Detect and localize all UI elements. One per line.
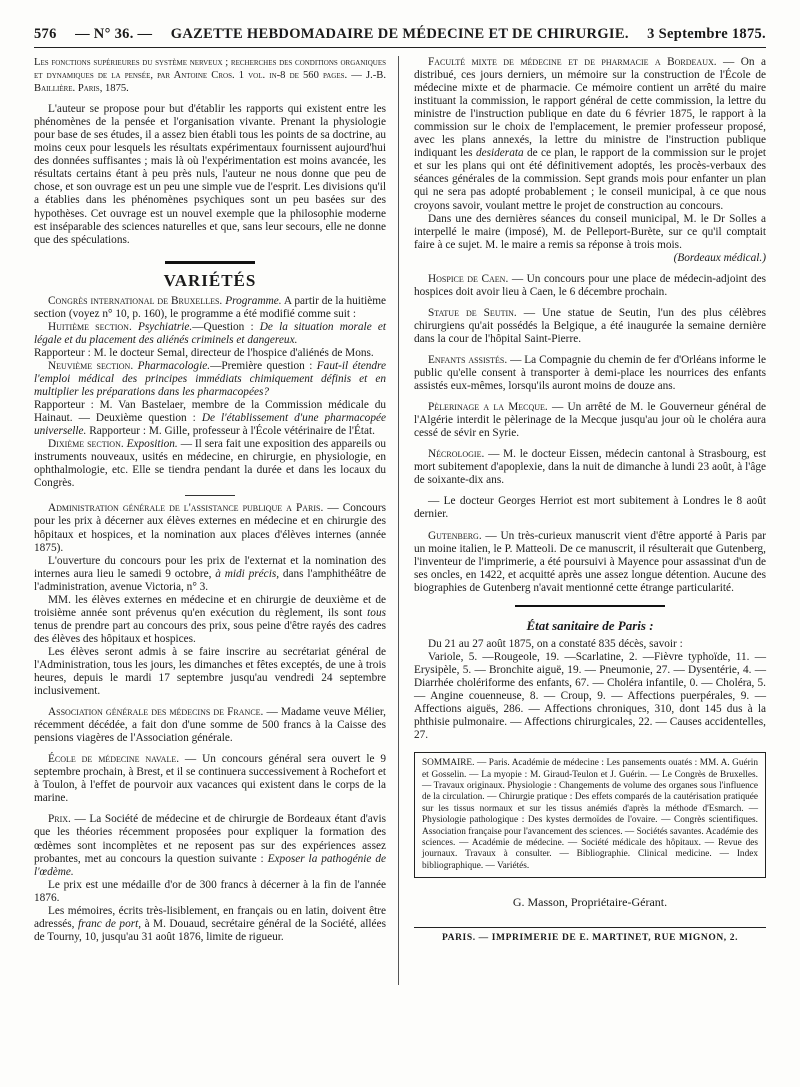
section-8: Huitième section. Psychiatrie.—Question : De la situation morale et légale et du placement des aliénés criminels et dangereux. <box>34 320 387 346</box>
section-8-rapporteur: Rapporteur : M. le docteur Semal, directeur de l'hospice d'aliénés de Mons. <box>34 346 374 359</box>
section-9: Neuvième section. Pharmacologie.—Première question : Faut-il étendre l'emploi médical des principes immédiats chimiquement définis et en multiplier les préparations dans les pharmacopées? <box>34 359 387 399</box>
signature: G. Masson, Propriétaire-Gérant. <box>512 895 668 910</box>
issue-date: 3 Septembre 1875. <box>647 26 766 42</box>
etat-sanitaire-heading: État sanitaire de Paris : <box>526 617 654 633</box>
admin-paragraph-3: MM. les élèves externes en médecine et en chirurgie de deuxième et de troisième année sont prévenus qu'en exécution du règlement, ils sont tous tenus de prendre part au concours des prix, sous peine d'être rayés des cadres des élèves des hôpitaux et hospices. <box>34 593 387 645</box>
admin-paragraph-2: L'ouverture du concours pour les prix de l'externat et la nomination des internes aura lieu le samedi 9 octobre, à midi précis, dans l'amphithéâtre de l'administration, avenue Victoria, n° 3. <box>34 554 386 593</box>
navale-notice: École de médecine navale. — Un concours général sera ouvert le 9 septembre prochain, à Brest, et il se continuera successivement à Rochefort et à Toulon, à l'effet de pourvoir aux vacances qui existent dans le corps de la marine. <box>34 753 386 805</box>
etat-intro: Du 21 au 27 août 1875, on a constaté 835 décès, savoir : <box>428 637 683 650</box>
mecque-notice: Pèlerinage a la Mecque. — Un arrêté de M. le Gouverneur général de l'Algérie interdit le pèlerinage de la Mecque jusqu'au jour où le choléra aura cessé de sévir en Syrie. <box>414 401 766 440</box>
section-10: Dixième section. Exposition. — Il sera fait une exposition des appareils ou instruments nouveaux, usités en médecine, en chirurgie, en physiologie, en ophthalmologie, etc. Elle se tiendra pendant la durée et dans les locaux du Congrès. <box>34 438 387 490</box>
gutenberg-notice: Gutenberg. — Un très-curieux manuscrit vient d'être apporté à Paris par un moine italien, le P. Matteoli. De ce manuscrit, il résulterait que Gutenberg, l'inventeur de l'imprimerie, a été poursuivi à Mayence pour assassinat d'un de ses oncles, en 1422, et acquitté après une assez longue détention. Aucune des biographies de Gutenberg n'avait mentionné cette étrange particularité. <box>414 529 766 594</box>
herriot-notice: — Le docteur Georges Herriot est mort subitement à Londres le 8 août dernier. <box>414 495 766 521</box>
prix-notice: Prix. — La Société de médecine et de chirurgie de Bordeaux étant d'avis que les théories récemment proposées pour expliquer la formation des œdèmes sont incomplètes et ne reposent pas sur des expériences assez probantes, met au concours la question suivante : Exposer la pathogénie de l'œdème. <box>34 813 387 878</box>
right-column <box>414 56 766 945</box>
congres-intro: Congrès international de Bruxelles. Programme. A partir de la huitième section (voyez n° 10, p. 160), le programme a été modifié comme suit : <box>34 294 387 320</box>
section-rule-2 <box>515 605 665 607</box>
journal-title: GAZETTE HEBDOMADAIRE DE MÉDECINE ET DE CHIRURGIE. <box>170 26 629 42</box>
column-divider <box>398 56 399 985</box>
printer-footer: PARIS. — IMPRIMERIE DE E. MARTINET, RUE MIGNON, 2. <box>414 927 766 945</box>
issue-number: — N° 36. — <box>75 26 153 42</box>
section-rule <box>165 261 255 264</box>
necrologie-notice: Nécrologie. — M. le docteur Eissen, médecin cantonal à Strasbourg, est mort subitement d'apoplexie, dans la nuit de dimanche à lundi 23 août, à l'âge de soixante-dix ans. <box>414 448 767 487</box>
faculte-paragraph-2: Dans une des dernières séances du conseil municipal, M. le Dr Solles a interpellé le maire (imposé), M. de Pelleport-Burète, sur ce qu'il comptait faire à ce sujet. M. le maire a remis sa réponse à trois mois. <box>414 212 766 251</box>
section-9-rapporteur: Rapporteur : M. Van Bastelaer, membre de la Commission médicale du Hainaut. — Deuxième question : De l'établissement d'une pharmacopée universelle. Rapporteur : M. Gille, professeur à l'École vétérinaire de l'État. <box>34 399 386 438</box>
page-number: 576 <box>34 26 57 42</box>
prix-paragraph-2: Le prix est une médaille d'or de 300 francs à décerner à la fin de l'année 1876. <box>34 878 386 904</box>
left-column <box>34 56 386 945</box>
book-review-title: Les fonctions supérieures du système nerveux ; recherches des conditions organiques et dynamiques de la pensée, par Antoine Cros. 1 vol. in-8 de 560 pages. — J.-B. Baillière. Paris, 1875. <box>34 57 386 95</box>
varietes-heading: VARIÉTÉS <box>163 270 257 290</box>
etat-body: Variole, 5. —Rougeole, 19. —Scarlatine, 2. —Fièvre typhoïde, 11. —Erysipèle, 5. — Bronchite aiguë, 19. — Pneumonie, 27. — Dysentérie, 4. — Diarrhée cholériforme des enfants, 67. — Choléra infantile, 0. — Choléra, 5. — Angine couenneuse, 8. — Croup, 9. — Affections puerpérales, 9. — Affections aiguës, 286. — Affections chroniques, 310, dont 145 dus à la phthisie pulmonaire. — Affections chirurgicales, 22. — Causes accidentelles, 27. <box>414 650 766 742</box>
faculte-source: (Bordeaux médical.) <box>673 251 766 264</box>
short-rule <box>185 495 235 496</box>
prix-paragraph-3: Les mémoires, écrits très-lisiblement, en français ou en latin, doivent être adressés, franc de port, à M. Douaud, secrétaire général de la Société, allées de Tourny, 10, jusqu'au 31 août 1876, limite de rigueur. <box>34 904 386 943</box>
page-header <box>34 26 766 48</box>
book-review-body: L'auteur se propose pour but d'établir les rapports qui existent entre les phénomènes de la pensée et l'organisation vivante. Prenant la physiologie pour base de ses études, il a assez bien établi tous les points de sa doctrine, au moins ceux pour lesquels les résultats expérimentaux fournissent aujourd'hui des données suffisantes ; mais là où l'expérimentation est moins avancée, les résultats certains étant à peu près nuls, l'auteur ne nous donne que peu de chose, et son ouvrage est un peu une simple vue de l'esprit. Les divisions qu'il a établies dans les phénomènes psychiques sont un peu basées sur des hypothèses. Cet ouvrage est un nouvel exemple que la philosophie moderne est inséparable des sciences naturelles et que, sans leur secours, elle ne donne que des spéculations. <box>34 103 386 246</box>
faculte-notice: Faculté mixte de médecine et de pharmacie a Bordeaux. — On a distribué, ces jours derniers, un mémoire sur la construction de l'École de médecine mixte et de pharmacie. Ce mémoire contient un arrêté du maire instituant la commission, le rapport général de cette commission, la lettre du ministre de l'instruction publique en date du 6 février 1875, le rapport à la commission sur le choix de l'emplacement, le premier professeur proposé, avec les plans annexés, la lettre du ministre de l'instruction publique indiquant les desiderata de ce plan, le rapport de la commission sur le projet et sur les plans qui ont été définitivement adoptés, les procès-verbaux des séances générales de la commission. Sept grands mois pour enfanter un plan qui ne sera pas adopté probablement ; le conseil municipal, à ce que nous croyons savoir, voulant mettre le projet de construction au concours. <box>414 56 766 212</box>
caen-notice: Hospice de Caen. — Un concours pour une place de médecin-adjoint des hospices doit avoir lieu à Caen, le 6 décembre prochain. <box>414 272 766 298</box>
enfants-notice: Enfants assistés. — La Compagnie du chemin de fer d'Orléans informe le public qu'elle consent à transporter à demi-place les nourrices des enfants assistés eux-mêmes, lorsqu'ils auront moins de douze ans. <box>414 353 766 393</box>
admin-paragraph-4: Les élèves seront admis à se faire inscrire au secrétariat général de l'Administration, tous les jours, les dimanches et fêtes exceptés, de une à trois heures, depuis le mardi 17 septembre jusqu'au vendredi 24 septembre inclusivement. <box>34 645 386 698</box>
seutin-notice: Statue de Seutin. — Une statue de Seutin, l'un des plus célèbres chirurgiens qu'ait possédés la Belgique, a été inaugurée la semaine dernière dans la cour de l'hôpital Saint-Pierre. <box>414 306 766 345</box>
sommaire-box: SOMMAIRE. — Paris. Académie de médecine : Les pansements ouatés : MM. A. Guérin et Gosselin. — La myopie : M. Giraud-Teulon et J. Guérin. — Le Congrès de Bruxelles. — Travaux originaux. Physiologie : Changements de volume des organes sous l'influence de la circulation. — Chirurgie pratique : Des effets comparés de la cautérisation pratiquée sur les tissus normaux et sur les tissus anémiés d'après la méthode d'Esmarch. — Physiologie pathologique : Des kystes dermoïdes de l'ovaire. — Congrès scientifiques. Association française pour l'avancement des sciences. — Sociétés savantes. Académie des sciences. — Académie de médecine. — Société médicale des hôpitaux. — Revue des journaux. Travaux à consulter. — Bibliographie. Clinical medicine. — Index bibliographique. — Variétés. <box>414 752 766 878</box>
association-notice: Association générale des médecins de France. — Madame veuve Mélier, récemment décédée, a fait don d'une somme de 500 francs à la Caisse des pensions viagères de l'Association générale. <box>34 706 387 745</box>
admin-notice: Administration générale de l'assistance publique a Paris. — Concours pour les prix à décerner aux élèves externes en médecine et en chirurgie des hôpitaux et hospices, et la nomination aux places d'élèves internes (année 1875). <box>34 502 386 554</box>
